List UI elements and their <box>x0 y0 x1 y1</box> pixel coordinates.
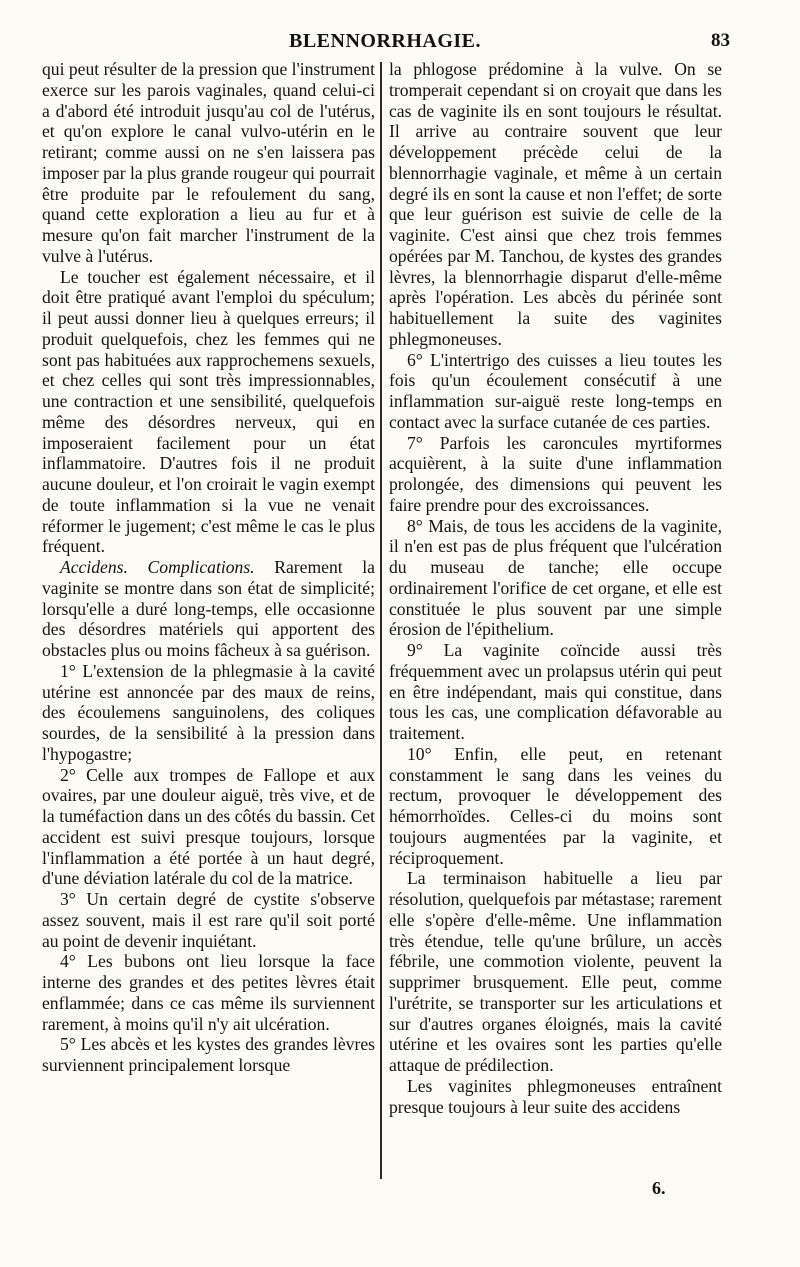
paragraph: 7° Parfois les caroncules myrtiformes acquièrent, à la suite d'une inflammation prolongée, des dimensions qui peuvent les faire prendre pour des excroissances. <box>389 432 722 515</box>
page-number: 83 <box>711 30 730 51</box>
paragraph: 3° Un certain degré de cystite s'observe assez souvent, mais il est rare qu'il soit porté au point de devenir inquiétant. <box>42 889 375 951</box>
paragraph: la phlogose prédomine à la vulve. On se tromperait cependant si on croyait que dans les cas de vaginite ils en sont toujours le résultat. Il arrive au contraire souvent que leur développement précède celui de la blennorrhagie vaginale, et même à un certain degré ils en sont la cause et non l'effet; de sorte que leur guérison est suivie de celle de la vaginite. C'est ainsi que chez trois femmes opérées par M. Tanchou, de kystes des grandes lèvres, la blennorrhagie disparut d'elle-même après l'opération. Les abcès du périnée sont habituellement la suite des vaginites phlegmoneuses. <box>389 59 722 349</box>
right-column <box>389 59 722 1117</box>
paragraph: qui peut résulter de la pression que l'instrument exerce sur les parois vaginales, quand celui-ci a d'abord été introduit jusqu'au col de l'utérus, et qu'on explore le canal vulvo-utérin en le retirant; comme aussi on ne s'en laissera pas imposer par la plus grande rougeur qui pourrait être produite par le refoulement du sang, quand cette exploration a lieu au fur et à mesure qu'on fait marcher l'instrument de la vulve à l'utérus. <box>42 59 375 266</box>
paragraph: Les vaginites phlegmoneuses entraînent presque toujours à leur suite des accidens <box>389 1075 722 1117</box>
paragraph-text: Rarement la vaginite se montre dans son état de simplicité; lorsqu'elle a duré long-temps, elle occasionne des désordres matériels qui apportent des obstacles plus ou moins fâcheux à sa guérison. <box>42 557 375 660</box>
paragraph: 2° Celle aux trompes de Fallope et aux ovaires, par une douleur aiguë, très vive, et de la tuméfaction dans un des côtés du bassin. Cet accident est suivi presque toujours, lorsque l'inflammation a été portée à un haut degré, d'une déviation latérale du col de la matrice. <box>42 764 375 889</box>
paragraph: 8° Mais, de tous les accidens de la vaginite, il n'en est pas de plus fréquent que l'ulcération du museau de tanche; elle occupe ordinairement l'orifice de cet organe, et elle est constituée le plus souvent par une simple érosion de l'épithelium. <box>389 515 722 640</box>
paragraph: 5° Les abcès et les kystes des grandes lèvres surviennent principalement lorsque <box>42 1034 375 1075</box>
page-header <box>40 30 730 56</box>
signature-mark: 6. <box>652 1178 666 1198</box>
running-title: BLENNORRHAGIE. <box>288 30 482 52</box>
left-column <box>42 59 375 1076</box>
column-divider <box>380 62 382 1179</box>
paragraph-accidens <box>42 557 375 661</box>
section-heading: Accidens. Complications. <box>60 557 255 577</box>
paragraph: 9° La vaginite coïncide aussi très fréquemment avec un prolapsus utérin qui peut en être indépendant, mais qui constitue, dans tous les cas, une complication défavorable au traitement. <box>389 640 722 743</box>
paragraph: 1° L'extension de la phlegmasie à la cavité utérine est annoncée par des maux de reins, des écoulemens sanguinolens, des coliques sourdes, de la sensibilité à la pression dans l'hypogastre; <box>42 660 375 764</box>
paragraph: 4° Les bubons ont lieu lorsque la face interne des grandes et des petites lèvres était enflammée; dans ce cas même ils surviennent rarement, à moins qu'il n'y ait ulcération. <box>42 951 375 1034</box>
paragraph: Le toucher est également nécessaire, et il doit être pratiqué avant l'emploi du spéculum; il peut aussi donner lieu à quelques erreurs; il produit quelquefois, chez les femmes qui ne sont pas habituées aux rapprochemens sexuels, et chez celles qui sont très impressionnables, une contraction et une sensibilité, quelquefois même des désordres nerveux, qui en imposeraient facilement pour un état inflammatoire. D'autres fois il ne produit aucune douleur, et l'on croirait le vagin exempt de toute inflammation si la vue ne venait réformer le jugement; c'est même le cas le plus fréquent. <box>42 266 375 557</box>
paragraph: 6° L'intertrigo des cuisses a lieu toutes les fois qu'un écoulement consécutif à une inflammation sur-aiguë reste long-temps en contact avec la surface cutanée de ces parties. <box>389 349 722 432</box>
paragraph: La terminaison habituelle a lieu par résolution, quelquefois par métastase; rarement elle s'opère d'elle-même. Une inflammation très étendue, telle qu'une brûlure, un accès fébrile, une commotion violente, peuvent la supprimer brusquement. Elle peut, comme l'urétrite, se transporter sur les articulations et sur d'autres organes éloignés, mais la cavité utérine et les ovaires sont les parties qu'elle attaque de prédilection. <box>389 868 722 1075</box>
paragraph: 10° Enfin, elle peut, en retenant constamment le sang dans les veines du rectum, provoquer le développement des hémorrhoïdes. Celles-ci du moins sont toujours augmentées par la vaginite, et réciproquement. <box>389 743 722 868</box>
